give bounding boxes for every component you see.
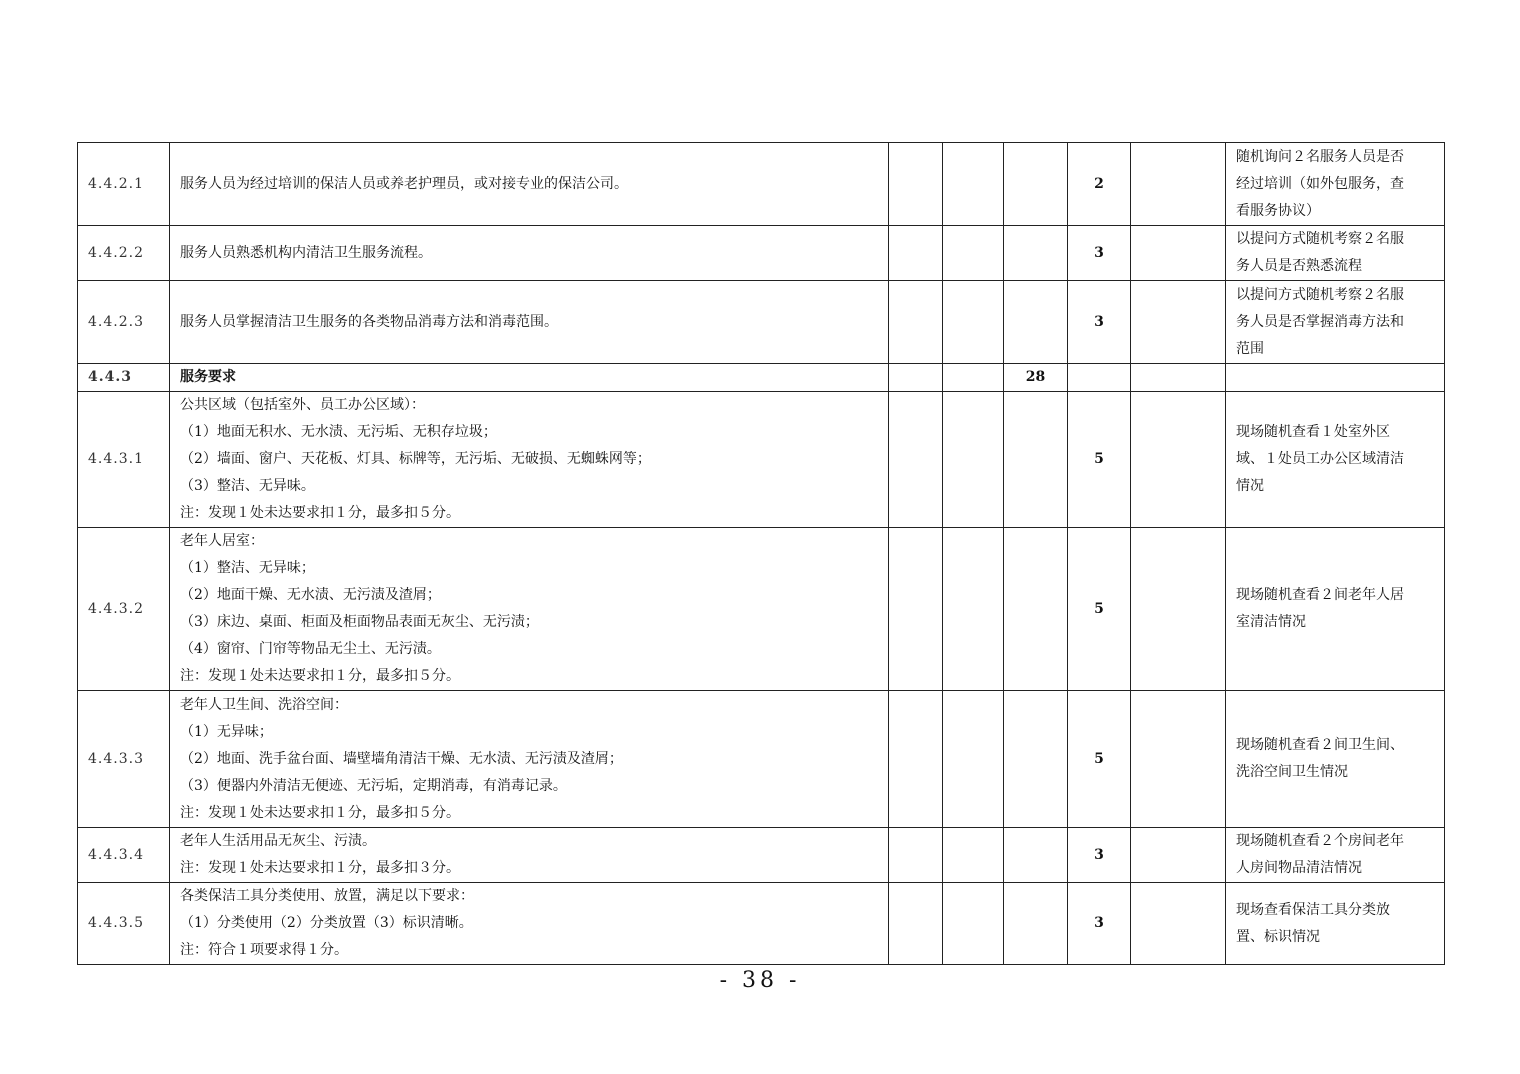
description-line: （1）整洁、无异味； — [180, 560, 315, 576]
empty-cell — [943, 528, 1004, 691]
description-line: 注：发现１处未达要求扣１分，最多扣５分。 — [180, 505, 460, 521]
section-total-cell — [1004, 392, 1068, 528]
description-line: 注：发现１处未达要求扣１分，最多扣３分。 — [180, 860, 460, 876]
table-row — [78, 691, 1445, 828]
score-cell: 5 — [1068, 392, 1131, 528]
method-line: 情况 — [1236, 478, 1264, 494]
empty-cell — [889, 883, 943, 965]
score-cell: 3 — [1068, 226, 1131, 281]
item-description — [170, 392, 889, 528]
description-line: （2）地面干燥、无水渍、无污渍及渣屑； — [180, 587, 441, 603]
empty-cell — [943, 828, 1004, 883]
method-line: 现场随机查看２个房间老年 — [1236, 833, 1404, 849]
score-cell: 2 — [1068, 143, 1131, 226]
empty-cell — [1131, 883, 1226, 965]
empty-cell — [1131, 143, 1226, 226]
description-line: 老年人居室： — [180, 533, 264, 549]
empty-cell — [889, 691, 943, 828]
item-description — [170, 828, 889, 883]
section-total-cell — [1004, 143, 1068, 226]
item-description — [170, 281, 889, 364]
method-line: 洗浴空间卫生情况 — [1236, 764, 1348, 780]
section-total-cell — [1004, 226, 1068, 281]
item-id: 4.4.3 — [78, 364, 170, 392]
description-line: （1）地面无积水、无水渍、无污垢、无积存垃圾； — [180, 424, 497, 440]
table-row — [78, 528, 1445, 691]
empty-cell — [1131, 364, 1226, 392]
section-row — [78, 364, 1445, 392]
item-description — [170, 883, 889, 965]
empty-cell — [889, 392, 943, 528]
score-cell: 3 — [1068, 883, 1131, 965]
description-line: 各类保洁工具分类使用、放置，满足以下要求： — [180, 888, 474, 904]
item-id: 4.4.3.5 — [78, 883, 170, 965]
table-row — [78, 281, 1445, 364]
page-number: - 38 - — [719, 968, 801, 993]
item-description — [170, 528, 889, 691]
evaluation-method — [1226, 143, 1445, 226]
method-line: 现场查看保洁工具分类放 — [1236, 901, 1390, 918]
method-line: 务人员是否熟悉流程 — [1236, 258, 1362, 274]
empty-cell — [889, 226, 943, 281]
method-line: 现场随机查看２间老年人居 — [1236, 587, 1404, 603]
evaluation-method — [1226, 281, 1445, 364]
item-id: 4.4.2.2 — [78, 226, 170, 281]
description-line: 注：发现１处未达要求扣１分，最多扣５分。 — [180, 804, 460, 821]
method-line: 域、１处员工办公区域清洁 — [1236, 451, 1404, 467]
description-line: （2）墙面、窗户、天花板、灯具、标牌等，无污垢、无破损、无蜘蛛网等； — [180, 451, 651, 467]
evaluation-method — [1226, 392, 1445, 528]
empty-cell — [943, 691, 1004, 828]
empty-cell — [889, 828, 943, 883]
empty-cell — [889, 143, 943, 226]
method-line: 室清洁情况 — [1236, 614, 1306, 630]
method-line: 以提问方式随机考察２名服 — [1236, 286, 1404, 303]
table-row — [78, 828, 1445, 883]
method-line: 范围 — [1236, 340, 1264, 357]
empty-cell — [889, 364, 943, 392]
description-line: （3）床边、桌面、柜面及柜面物品表面无灰尘、无污渍； — [180, 614, 539, 630]
evaluation-method — [1226, 364, 1445, 392]
item-id: 4.4.3.3 — [78, 691, 170, 828]
score-cell — [1068, 364, 1131, 392]
score-cell: 5 — [1068, 528, 1131, 691]
description-line: （4）窗帘、门帘等物品无尘土、无污渍。 — [180, 641, 441, 657]
description-line: 公共区域（包括室外、员工办公区域）： — [180, 397, 425, 413]
empty-cell — [889, 281, 943, 364]
description-line: 服务人员熟悉机构内清洁卫生服务流程。 — [180, 244, 432, 261]
item-description — [170, 143, 889, 226]
empty-cell — [1131, 226, 1226, 281]
evaluation-method — [1226, 528, 1445, 691]
score-cell: 5 — [1068, 691, 1131, 828]
empty-cell — [943, 226, 1004, 281]
section-total-cell — [1004, 828, 1068, 883]
method-line: 看服务协议） — [1236, 202, 1320, 219]
item-id: 4.4.3.4 — [78, 828, 170, 883]
table-row — [78, 883, 1445, 965]
evaluation-method — [1226, 828, 1445, 883]
evaluation-method — [1226, 883, 1445, 965]
empty-cell — [943, 281, 1004, 364]
description-line: （1）无异味； — [180, 723, 273, 740]
empty-cell — [889, 528, 943, 691]
method-line: 置、标识情况 — [1236, 928, 1320, 945]
empty-cell — [1131, 528, 1226, 691]
section-total-cell — [1004, 281, 1068, 364]
section-total-cell — [1004, 883, 1068, 965]
description-line: 注：符合１项要求得１分。 — [180, 942, 348, 958]
empty-cell — [1131, 392, 1226, 528]
description-line: （3）整洁、无异味。 — [180, 478, 315, 494]
description-line: （2）地面、洗手盆台面、墙壁墙角清洁干燥、无水渍、无污渍及渣屑； — [180, 750, 623, 767]
item-description — [170, 226, 889, 281]
method-line: 人房间物品清洁情况 — [1236, 860, 1362, 876]
empty-cell — [1131, 828, 1226, 883]
table-row — [78, 143, 1445, 226]
method-line: 务人员是否掌握消毒方法和 — [1236, 313, 1404, 330]
method-line: 以提问方式随机考察２名服 — [1236, 231, 1404, 247]
description-line: （3）便器内外清洁无便迹、无污垢，定期消毒，有消毒记录。 — [180, 777, 567, 794]
empty-cell — [943, 143, 1004, 226]
item-description — [170, 364, 889, 392]
description-line: （1）分类使用（2）分类放置（3）标识清晰。 — [180, 915, 473, 931]
empty-cell — [1131, 281, 1226, 364]
empty-cell — [1131, 691, 1226, 828]
method-line: 现场随机查看１处室外区 — [1236, 424, 1390, 440]
method-line: 经过培训（如外包服务，查 — [1236, 175, 1404, 192]
evaluation-table — [77, 142, 1445, 965]
evaluation-method — [1226, 226, 1445, 281]
table-row — [78, 226, 1445, 281]
description-line: 注：发现１处未达要求扣１分，最多扣５分。 — [180, 668, 460, 684]
section-total-cell: 28 — [1004, 364, 1068, 392]
item-id: 4.4.2.3 — [78, 281, 170, 364]
table-row — [78, 392, 1445, 528]
section-total-cell — [1004, 528, 1068, 691]
item-id: 4.4.2.1 — [78, 143, 170, 226]
item-id: 4.4.3.2 — [78, 528, 170, 691]
score-cell: 3 — [1068, 281, 1131, 364]
item-description — [170, 691, 889, 828]
method-line: 现场随机查看２间卫生间、 — [1236, 737, 1404, 753]
empty-cell — [943, 364, 1004, 392]
description-line: 服务人员为经过培训的保洁人员或养老护理员，或对接专业的保洁公司。 — [180, 175, 628, 192]
description-line: 服务人员掌握清洁卫生服务的各类物品消毒方法和消毒范围。 — [180, 313, 558, 330]
empty-cell — [943, 883, 1004, 965]
score-cell: 3 — [1068, 828, 1131, 883]
section-total-cell — [1004, 691, 1068, 828]
empty-cell — [943, 392, 1004, 528]
description-line: 老年人卫生间、洗浴空间： — [180, 696, 348, 713]
description-line: 老年人生活用品无灰尘、污渍。 — [180, 833, 376, 849]
item-id: 4.4.3.1 — [78, 392, 170, 528]
evaluation-method — [1226, 691, 1445, 828]
method-line: 随机询问２名服务人员是否 — [1236, 148, 1404, 165]
description-line: 服务要求 — [180, 369, 236, 385]
